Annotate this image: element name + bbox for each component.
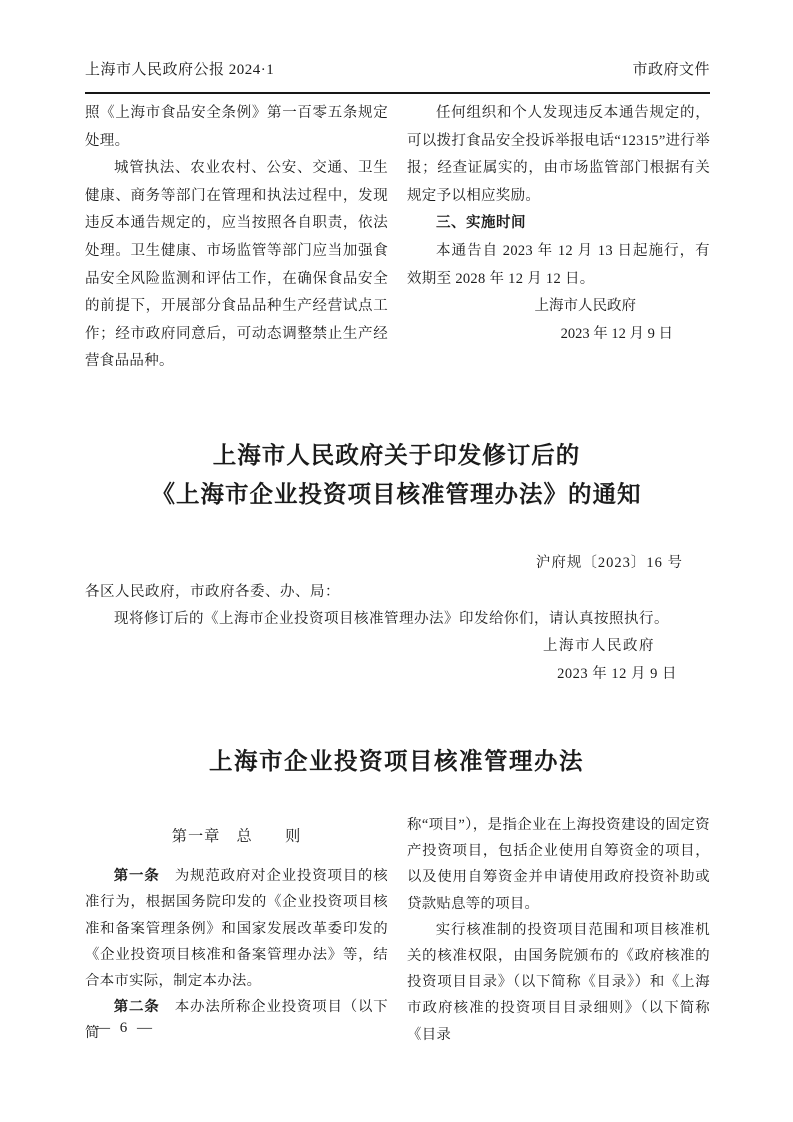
top-left-column — [85, 100, 388, 376]
signature-date: 2023 年 12 月 9 日 — [560, 325, 673, 342]
paragraph: 称“项目”），是指企业在上海投资建设的固定资产投资项目，包括企业使用自筹资金的项目，以及使用自筹资金并申请使用政府投资补助或贷款贴息等的项目。 — [407, 817, 710, 912]
salutation: 各区人民政府，市政府各委、办、局： — [85, 584, 340, 600]
page-number: — 6 — — [95, 1020, 155, 1036]
measures-right-column — [407, 812, 710, 1048]
article-text: 本办法所称企业投资项目（以下简 — [85, 999, 388, 1042]
article-number: 第一条 — [113, 868, 160, 885]
article-number: 第二条 — [113, 999, 160, 1016]
top-notice-columns — [85, 100, 710, 376]
notice-title-line2: 《上海市企业投资项目核准管理办法》的通知 — [151, 482, 642, 508]
section-subheading: 三、实施时间 — [436, 215, 526, 232]
signature-authority: 上海市人民政府 — [534, 298, 636, 315]
notice-title-line1: 上海市人民政府关于印发修订后的 — [212, 443, 581, 469]
signature-date: 2023 年 12 月 9 日 — [557, 666, 677, 682]
paragraph: 本通告自 2023 年 12 月 13 日起施行，有效期至 2028 年 12 月 12 日。 — [407, 242, 710, 287]
measures-title: 上海市企业投资项目核准管理办法 — [209, 749, 584, 775]
section-label: 市政府文件 — [632, 62, 710, 78]
article-text: 为规范政府对企业投资项目的核准行为，根据国务院印发的《企业投资项目核准和备案管理条例》和国家发展改革委印发的《企业投资项目核准和备案管理办法》等，结合本市实际，制定本办法。 — [85, 868, 388, 990]
notice-body: 现将修订后的《上海市企业投资项目核准管理办法》印发给你们，请认真按照执行。 — [114, 611, 669, 627]
paragraph: 城管执法、农业农村、公安、交通、卫生健康、商务等部门在管理和执法过程中，发现违反本通告规定的，应当按照各自职责，依法处理。卫生健康、市场监管等部门应当加强食品安全风险监测和评估工作，在确保食品安全的前提下，开展部分食品品种生产经营试点工作；经市政府同意后，可动态调整禁止生产经营食品品种。 — [85, 160, 388, 370]
paragraph: 照《上海市食品安全条例》第一百零五条规定处理。 — [85, 105, 388, 149]
document-number: 沪府规〔2023〕16 号 — [535, 555, 683, 571]
paragraph: 任何组织和个人发现违反本通告规定的，可以拨打食品安全投诉举报电话“12315”进行举报；经查证属实的，由市场监管部门根据有关规定予以相应奖励。 — [407, 105, 710, 204]
measures-left-column — [85, 812, 388, 1048]
notice-title — [0, 437, 793, 515]
measures-columns — [85, 812, 710, 1048]
signature-authority: 上海市人民政府 — [543, 638, 655, 654]
article-paragraph — [85, 863, 388, 994]
chapter-heading: 第一章 总 则 — [171, 828, 302, 845]
page-header — [85, 58, 710, 94]
paragraph: 实行核准制的投资项目范围和项目核准机关的核准权限，由国务院颁布的《政府核准的投资项目目录》（以下简称《目录》）和《上海市政府核准的投资项目目录细则》（以下简称《目录 — [407, 921, 710, 1043]
gazette-title: 上海市人民政府公报 2024·1 — [85, 62, 275, 78]
top-right-column — [407, 100, 710, 376]
